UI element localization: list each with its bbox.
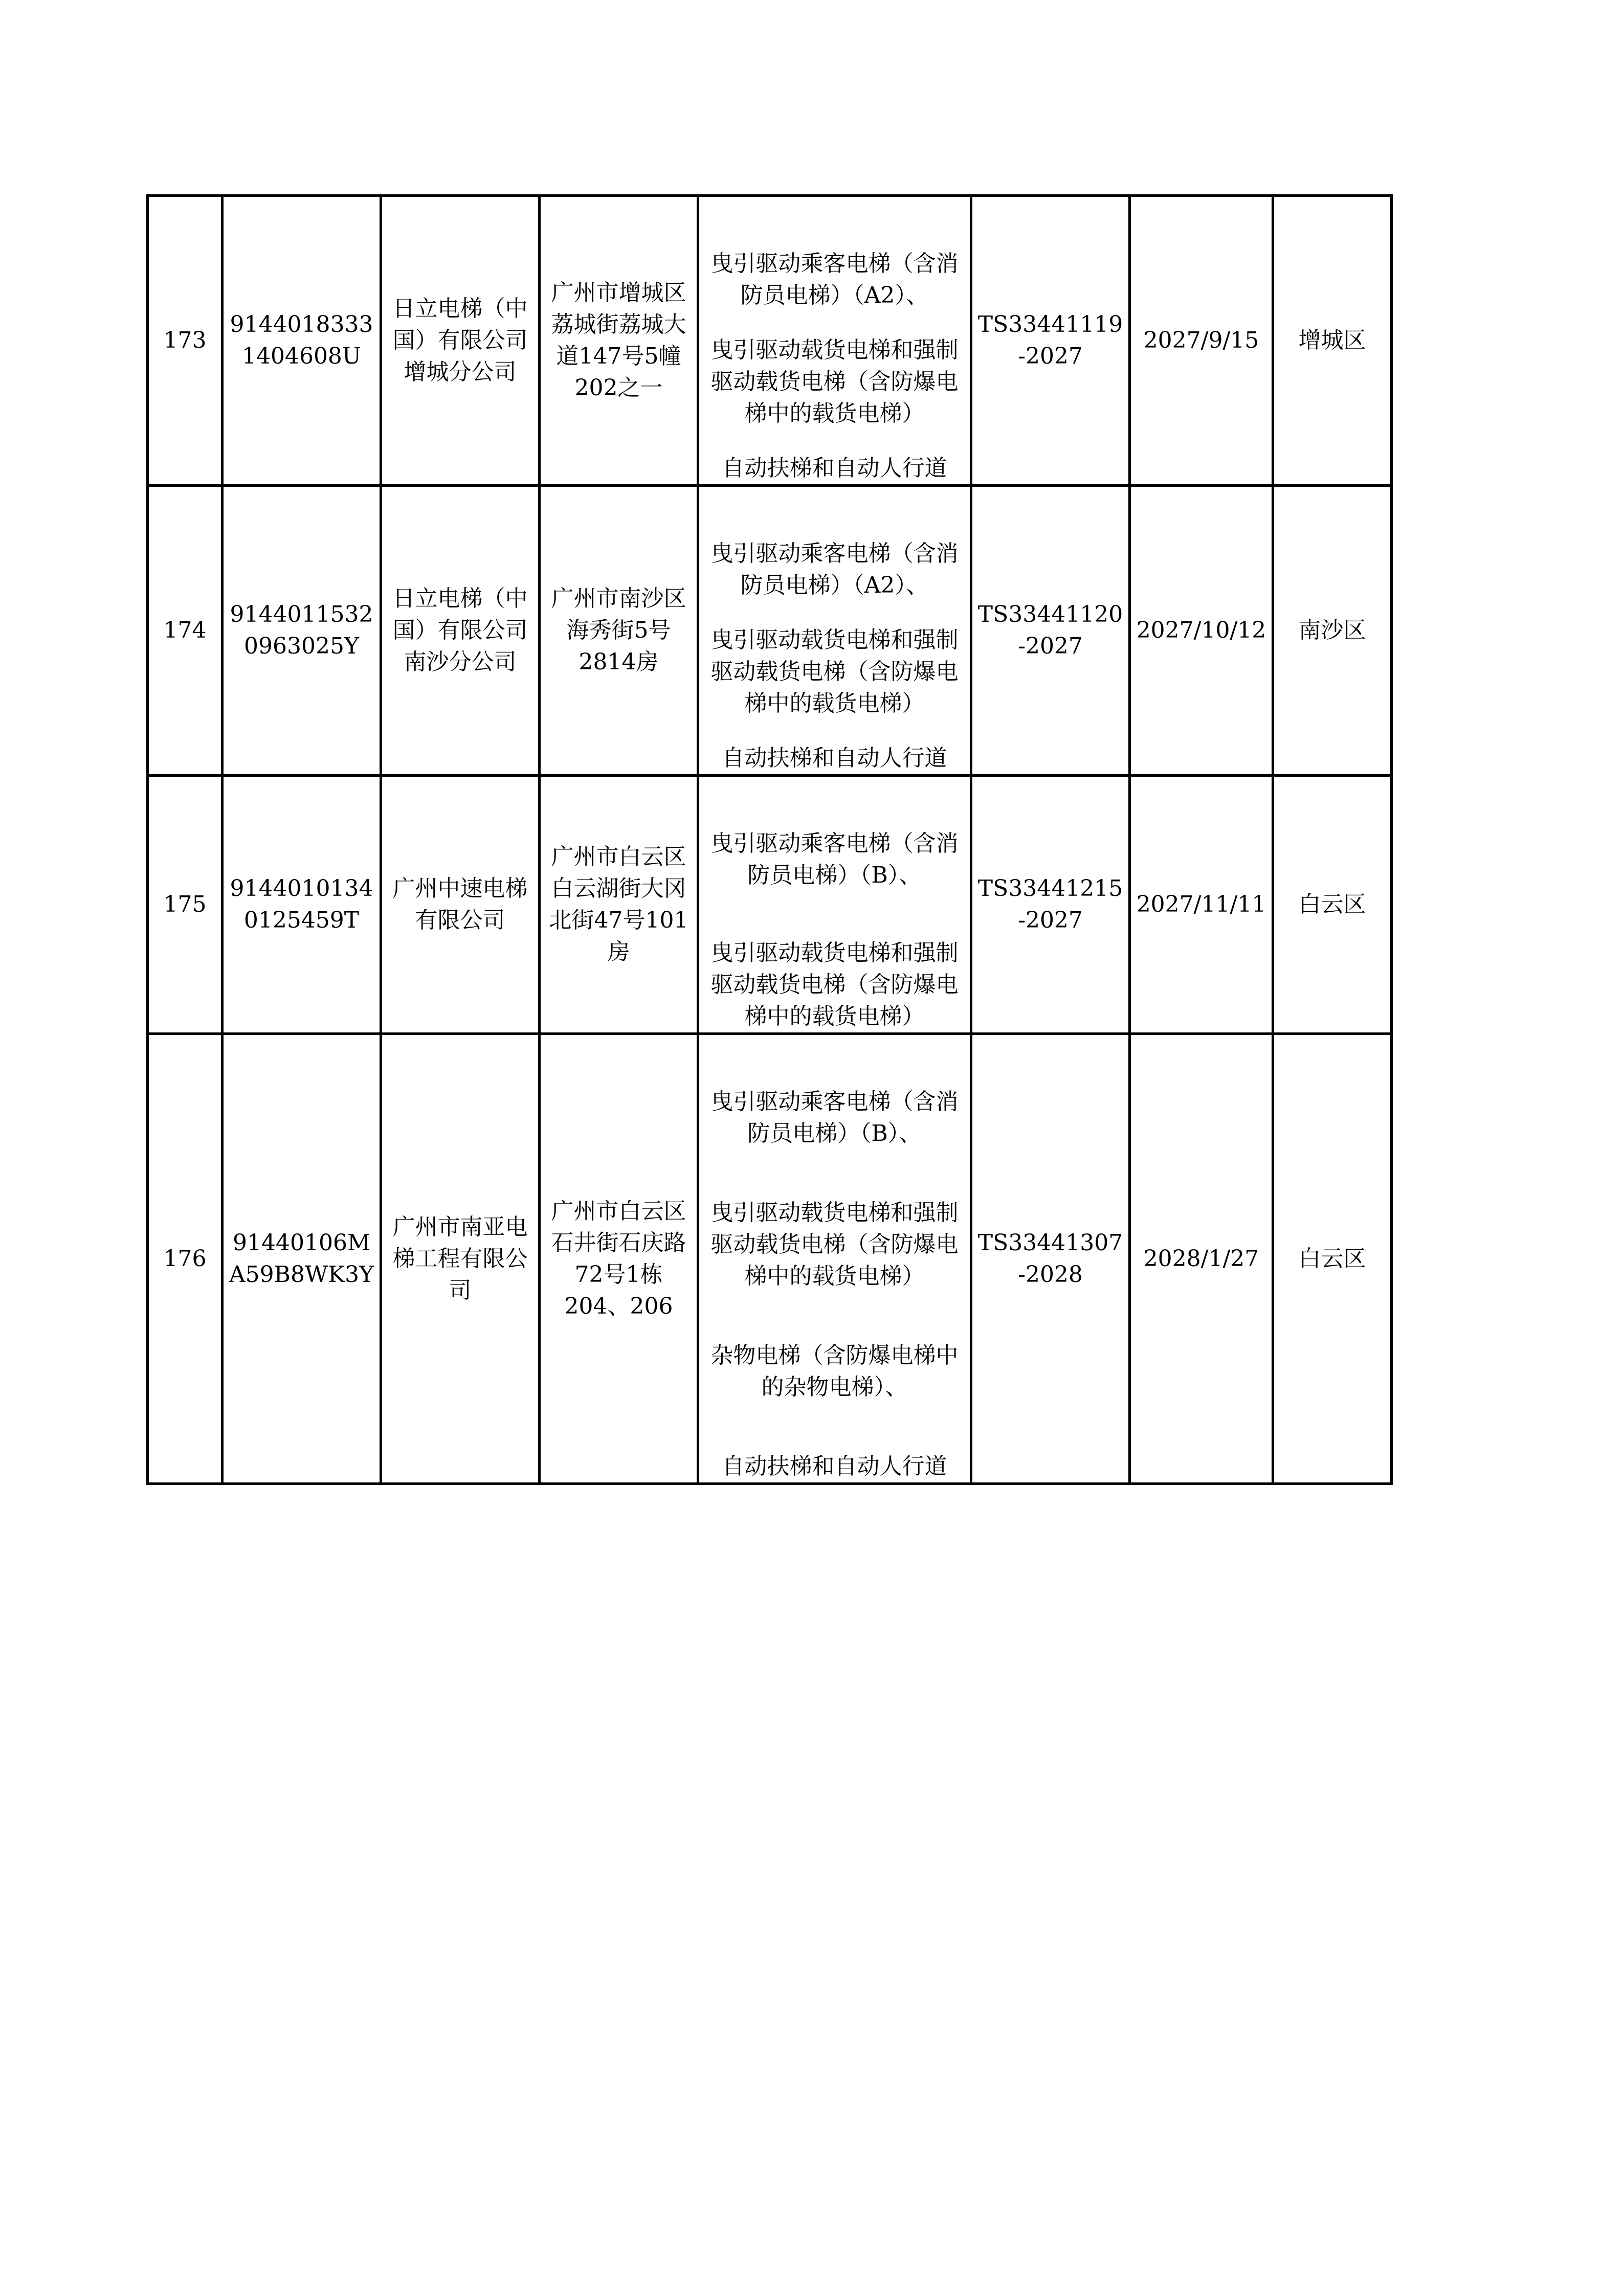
table-row — [148, 486, 1392, 776]
scope-item: 曳引驱动乘客电梯（含消防员电梯）（A2）、 — [710, 251, 959, 308]
row-number: 176 — [148, 1034, 223, 1484]
row-number: 174 — [148, 486, 223, 776]
expiry-date: 2027/9/15 — [1130, 196, 1273, 486]
expiry-date: 2027/11/11 — [1130, 776, 1273, 1034]
scope-item: 曳引驱动乘客电梯（含消防员电梯）（B）、 — [710, 830, 959, 888]
company-address: 广州市白云区石井街石庆路72号1栋204、206 — [540, 1034, 698, 1484]
scope-item: 自动扶梯和自动人行道 — [722, 1453, 947, 1479]
district: 南沙区 — [1273, 486, 1392, 776]
license-number: TS33441120-2027 — [971, 486, 1130, 776]
license-number: TS33441119-2027 — [971, 196, 1130, 486]
license-number: TS33441215-2027 — [971, 776, 1130, 1034]
scope-item: 杂物电梯（含防爆电梯中的杂物电梯）、 — [710, 1342, 959, 1400]
credit-code: 91440115320963025Y — [223, 486, 381, 776]
scope-item: 曳引驱动载货电梯和强制驱动载货电梯（含防爆电梯中的载货电梯） — [710, 1200, 959, 1289]
company-address: 广州市白云区白云湖街大冈北街47号101房 — [540, 776, 698, 1034]
district: 白云区 — [1273, 1034, 1392, 1484]
license-scope — [698, 1034, 971, 1484]
company-name: 广州市南亚电梯工程有限公司 — [381, 1034, 540, 1484]
company-address: 广州市南沙区海秀街5号2814房 — [540, 486, 698, 776]
scope-item: 曳引驱动载货电梯和强制驱动载货电梯（含防爆电梯中的载货电梯） — [710, 940, 959, 1029]
scope-item: 曳引驱动载货电梯和强制驱动载货电梯（含防爆电梯中的载货电梯） — [710, 337, 959, 426]
table-row — [148, 1034, 1392, 1484]
expiry-date: 2027/10/12 — [1130, 486, 1273, 776]
row-number: 173 — [148, 196, 223, 486]
company-address: 广州市增城区荔城街荔城大道147号5幢202之一 — [540, 196, 698, 486]
table-row — [148, 196, 1392, 486]
license-scope — [698, 486, 971, 776]
expiry-date: 2028/1/27 — [1130, 1034, 1273, 1484]
district: 白云区 — [1273, 776, 1392, 1034]
credit-code: 91440106MA59B8WK3Y — [223, 1034, 381, 1484]
credit-code: 91440183331404608U — [223, 196, 381, 486]
scope-item: 曳引驱动载货电梯和强制驱动载货电梯（含防爆电梯中的载货电梯） — [710, 627, 959, 716]
scope-item: 曳引驱动乘客电梯（含消防员电梯）（A2）、 — [710, 541, 959, 598]
company-name: 日立电梯（中国）有限公司增城分公司 — [381, 196, 540, 486]
table-row — [148, 776, 1392, 1034]
company-name: 日立电梯（中国）有限公司南沙分公司 — [381, 486, 540, 776]
license-number: TS33441307-2028 — [971, 1034, 1130, 1484]
license-scope — [698, 776, 971, 1034]
license-scope — [698, 196, 971, 486]
district: 增城区 — [1273, 196, 1392, 486]
scope-item: 自动扶梯和自动人行道 — [722, 455, 947, 481]
credit-code: 91440101340125459T — [223, 776, 381, 1034]
row-number: 175 — [148, 776, 223, 1034]
license-table — [146, 194, 1393, 1485]
scope-item: 曳引驱动乘客电梯（含消防员电梯）（B）、 — [710, 1089, 959, 1146]
company-name: 广州中速电梯有限公司 — [381, 776, 540, 1034]
scope-item: 自动扶梯和自动人行道 — [722, 745, 947, 771]
